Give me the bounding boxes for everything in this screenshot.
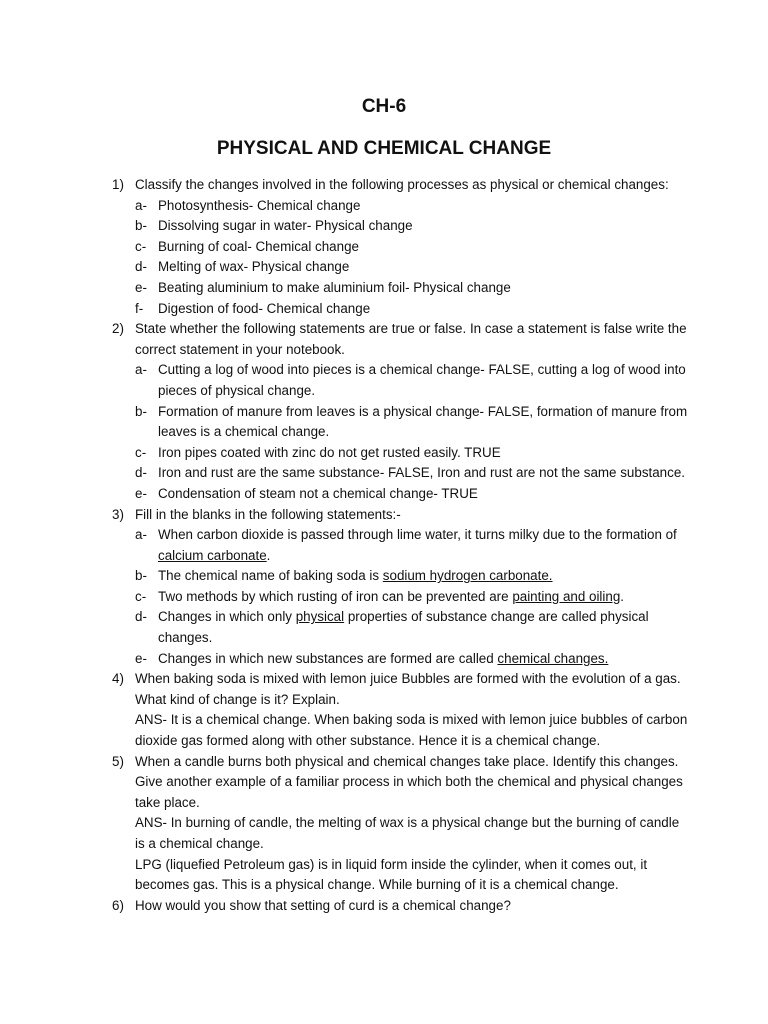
page-title: PHYSICAL AND CHEMICAL CHANGE: [216, 138, 552, 159]
question-list: [112, 175, 692, 916]
blank-prefix: When carbon dioxide is passed through lime water, it turns milky due to the formation of: [158, 527, 677, 543]
option-letter: d-: [135, 609, 147, 625]
option-text: Dissolving sugar in water- Physical change: [158, 218, 413, 234]
blank-answer: chemical changes.: [497, 650, 609, 666]
option-text: Formation of manure from leaves is a physical change- FALSE, formation of manure from leaves is a chemical change.: [158, 403, 688, 440]
option-item: [135, 257, 692, 278]
option-item: [135, 360, 692, 401]
question-number: 4): [112, 671, 124, 687]
question-body: [135, 896, 692, 917]
answer-text: LPG (liquefied Petroleum gas) is in liquid form inside the cylinder, when it comes out, it becomes gas. This is a physical change. While burning of it is a chemical change.: [135, 856, 648, 893]
blank-suffix: .: [620, 588, 625, 604]
question-item: [112, 319, 692, 504]
option-item: [135, 463, 692, 484]
question-body: [135, 319, 692, 504]
option-letter: c-: [135, 588, 147, 604]
question-body: [135, 752, 692, 896]
question-body: [135, 505, 692, 670]
question-text: How would you show that setting of curd is a chemical change?: [135, 897, 511, 913]
question-item: [112, 505, 692, 670]
option-text: Cutting a log of wood into pieces is a chemical change- FALSE, cutting a log of wood into pieces of physical change.: [158, 362, 686, 398]
option-text: Iron pipes coated with zinc do not get rusted easily. TRUE: [158, 444, 501, 460]
question-text: Fill in the blanks in the following statements:-: [135, 506, 401, 522]
question-item: [112, 752, 692, 896]
blank-answer: physical: [295, 609, 345, 625]
option-letter: c-: [135, 444, 147, 460]
question-text: When a candle burns both physical and chemical changes take place. Identify this changes. Give another example of a familiar process in which both the chemical and physical changes take place.: [135, 753, 683, 810]
blank-prefix: Changes in which only: [158, 609, 296, 625]
option-letter: d-: [135, 465, 147, 481]
option-text: [158, 525, 692, 566]
option-text: [158, 587, 692, 608]
option-letter: a-: [135, 362, 147, 378]
question-number: 2): [112, 321, 124, 337]
blank-answer: calcium carbonate: [158, 547, 267, 563]
question-body: [135, 669, 692, 751]
option-item: [135, 402, 692, 443]
option-letter: f-: [135, 300, 144, 316]
answer-text: ANS- In burning of candle, the melting of wax is a physical change but the burning of candle is a chemical change.: [135, 815, 680, 851]
blank-prefix: The chemical name of baking soda is: [158, 568, 383, 584]
option-text: [158, 607, 692, 648]
option-text: Melting of wax- Physical change: [158, 259, 350, 275]
blank-suffix: .: [266, 547, 271, 563]
question-body: [135, 175, 692, 319]
question-text: State whether the following statements are true or false. In case a statement is false write the correct statement in your notebook.: [135, 321, 687, 357]
option-letter: a-: [135, 527, 147, 543]
question-number: 3): [112, 506, 124, 522]
option-item: [135, 443, 692, 464]
option-text: Condensation of steam not a chemical change- TRUE: [158, 485, 478, 501]
answer-text: ANS- It is a chemical change. When baking soda is mixed with lemon juice bubbles of carbon dioxide gas formed along with other substance. Hence it is a chemical change.: [135, 712, 688, 749]
chapter-heading: CH-6: [361, 96, 407, 117]
option-item: [135, 607, 692, 648]
option-item: [135, 278, 692, 299]
option-letter: b-: [135, 568, 147, 584]
option-item: [135, 649, 692, 670]
option-text: Burning of coal- Chemical change: [158, 238, 359, 254]
option-text: Digestion of food- Chemical change: [158, 300, 371, 316]
option-text: Iron and rust are the same substance- FALSE, Iron and rust are not the same substance.: [158, 465, 685, 481]
blank-suffix: properties of substance change are called physical changes.: [158, 609, 649, 646]
option-item: [135, 237, 692, 258]
question-text: Classify the changes involved in the following processes as physical or chemical changes:: [135, 177, 669, 192]
question-number: 1): [112, 177, 124, 192]
blank-answer: painting and oiling: [512, 588, 621, 604]
option-item: [135, 484, 692, 505]
option-letter: b-: [135, 403, 147, 419]
option-text: [158, 566, 692, 587]
option-text: Photosynthesis- Chemical change: [158, 197, 361, 213]
option-item: [135, 196, 692, 217]
option-item: [135, 525, 692, 566]
blank-answer: sodium hydrogen carbonate.: [382, 568, 553, 584]
option-item: [135, 566, 692, 587]
question-text: When baking soda is mixed with lemon juice Bubbles are formed with the evolution of a gas. What kind of change is it? Explain.: [135, 671, 681, 707]
option-letter: a-: [135, 197, 147, 213]
option-item: [135, 587, 692, 608]
option-letter: b-: [135, 218, 147, 234]
option-text: Beating aluminium to make aluminium foil- Physical change: [158, 279, 511, 295]
question-number: 5): [112, 753, 124, 769]
question-item: [112, 175, 692, 319]
option-letter: e-: [135, 650, 147, 666]
option-letter: d-: [135, 259, 147, 275]
option-text: [158, 649, 692, 670]
option-letter: e-: [135, 279, 147, 295]
question-item: [112, 896, 692, 917]
option-letter: e-: [135, 485, 147, 501]
question-item: [112, 669, 692, 751]
option-letter: c-: [135, 238, 147, 254]
question-number: 6): [112, 897, 124, 913]
option-item: [135, 216, 692, 237]
blank-prefix: Two methods by which rusting of iron can be prevented are: [158, 588, 513, 604]
option-item: [135, 299, 692, 320]
blank-prefix: Changes in which new substances are formed are called: [158, 650, 498, 666]
